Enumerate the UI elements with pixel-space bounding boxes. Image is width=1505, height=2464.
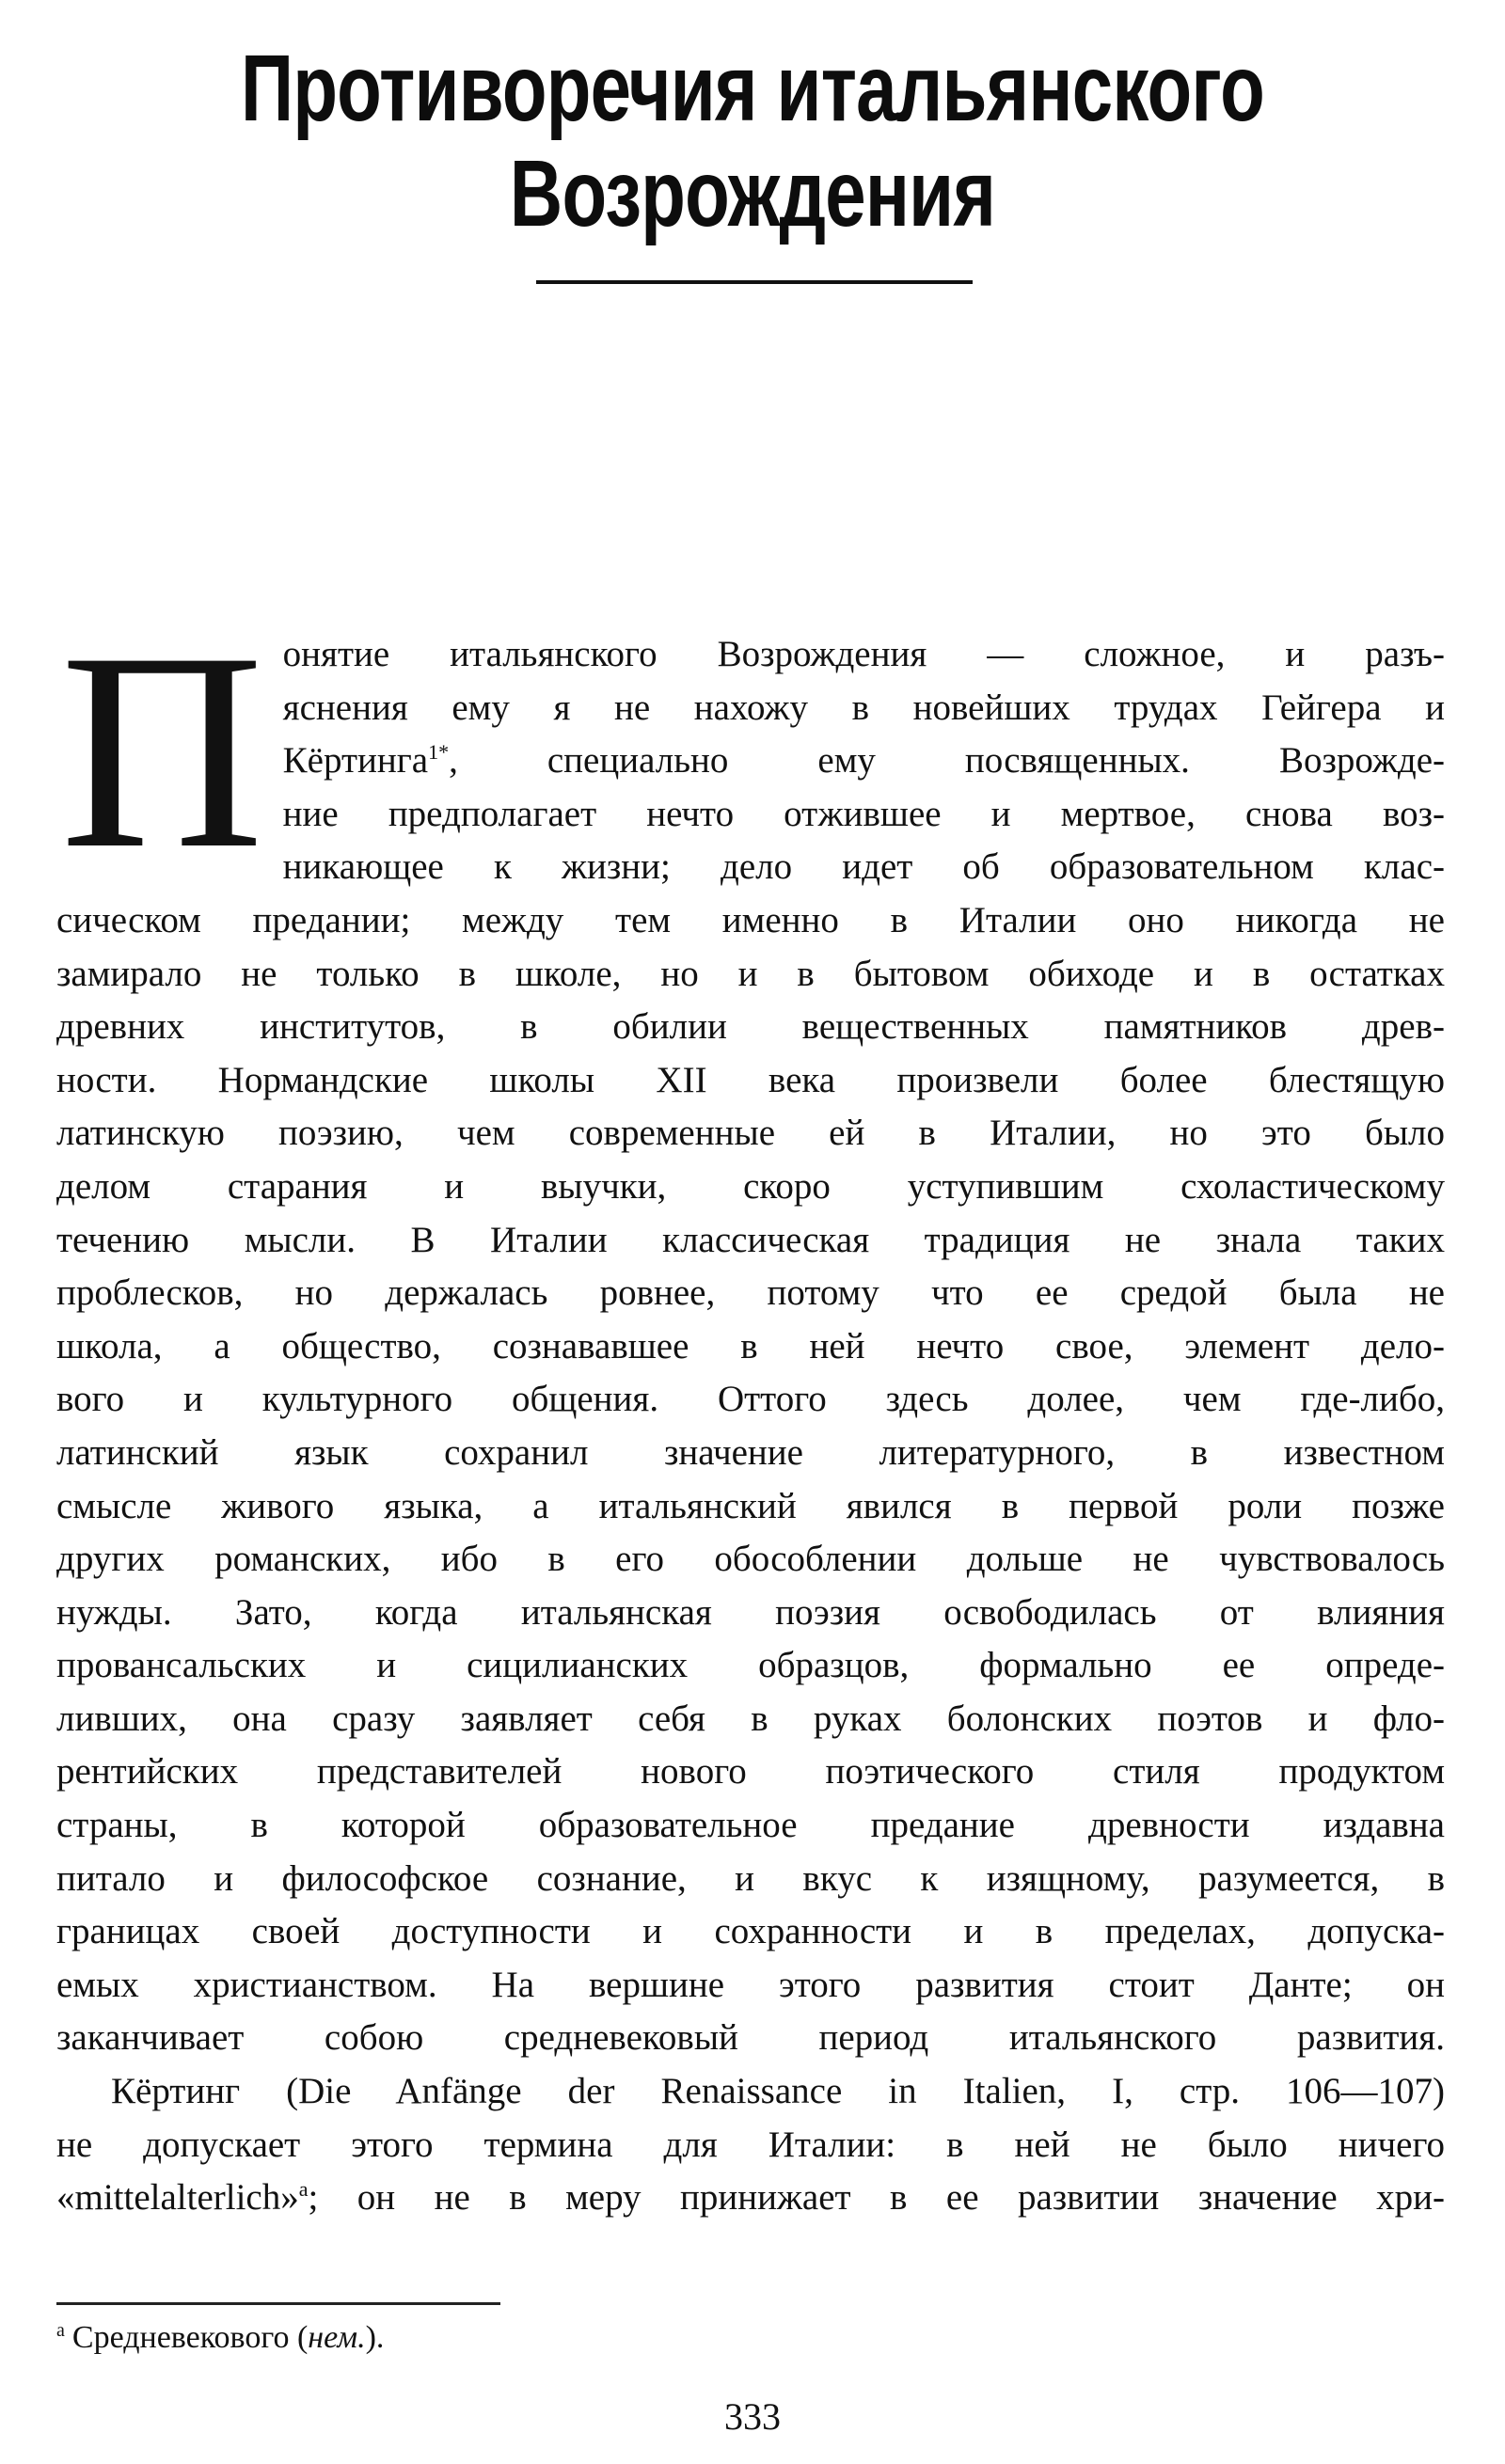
text-line: страны, в которой образовательное предание древности издавна [56,1805,1445,1846]
title-line-1: Противоречия итальянского [241,36,1264,141]
text-line: ние предполагает нечто отжившее и мертвое, снова воз- [282,793,1445,834]
footnote-close: ). [365,2320,385,2355]
text-line [56,2172,1445,2225]
footnote-separator [56,2302,500,2305]
text-line: вого и культурного общения. Оттого здесь долее, чем где-либо, [56,1379,1445,1420]
text-line: проблесков, но держалась ровнее, потому что ее средой была не [56,1272,1445,1314]
text-line: замирало не только в школе, но и в бытовом обиходе и в остатках [56,953,1445,994]
title-underline [536,280,973,284]
footnote-ref: a [298,2177,309,2202]
text-fragment: «mittelalterlich» [56,2177,299,2219]
text-line: ности. Нормандские школы XII века произвели более блестящую [56,1059,1445,1100]
footnote-italic: нем. [308,2320,366,2355]
text-line: школа, а общество, сознававшее в ней нечто свое, элемент дело- [56,1325,1445,1366]
text-line: границах своей доступности и сохранности и в пределах, допуска- [56,1911,1445,1952]
text-line: питало и философское сознание, и вкус к изящному, разумеется, в [56,1857,1445,1899]
text-line: не допускает этого термина для Италии: в ней не было ничего [56,2124,1445,2165]
body-text [56,594,1445,2225]
page-number: 333 [724,2395,781,2438]
text-line: латинский язык сохранил значение литературного, в известном [56,1431,1445,1473]
text-line: древних институтов, в обилии вещественных памятников древ- [56,1006,1445,1048]
footnote-text: Средневекового ( [71,2320,309,2355]
drop-cap: П [60,594,264,907]
text-line: ливших, она сразу заявляет себя в руках болонских поэтов и фло- [56,1698,1445,1739]
chapter-title [166,36,1339,246]
text-fragment: ; он не в меру принижает в ее развитии значение хри- [308,2177,1445,2219]
text-line: яснения ему я не нахожу в новейших трудах Гейгера и [282,687,1445,728]
text-fragment: Кёртинга [282,740,429,782]
text-line: емых христианством. На вершине этого развития стоит Данте; он [56,1964,1445,2005]
text-line: делом старания и выучки, скоро уступившим схоластическому [56,1165,1445,1207]
paragraph-1 [56,594,1445,2065]
text-line: никающее к жизни; дело идет об образовательном клас- [282,846,1445,888]
text-line: онятие итальянского Возрождения — сложное, и разъ- [282,634,1445,674]
text-line: других романских, ибо в его обособлении дольше не чувствовалось [56,1539,1445,1580]
text-line: сическом предании; между тем именно в Италии оно никогда не [56,899,1445,940]
text-line: заканчивает собою средневековый период итальянского развития. [56,2017,1445,2059]
paragraph-2 [56,2065,1445,2225]
title-line-2: Возрождения [509,141,996,246]
footnote-ref: 1* [428,740,450,765]
text-line: рентийских представителей нового поэтического стиля продуктом [56,1751,1445,1793]
text-line: провансальских и сицилианских образцов, формально ее опреде- [56,1645,1445,1686]
footnote [56,2317,384,2359]
footnote-mark: a [56,2319,65,2341]
text-fragment: , специально ему посвященных. Возрожде- [449,740,1445,782]
text-line: нужды. Зато, когда итальянская поэзия освободилась от влияния [56,1591,1445,1633]
text-line [56,734,1445,788]
text-line: течению мысли. В Италии классическая традиция не знала таких [56,1219,1445,1260]
text-line: смысле живого языка, а итальянский явился в первой роли позже [56,1485,1445,1526]
text-line: Кёртинг (Die Anfänge der Renaissance in Italien, I, стр. 106—107) [111,2071,1445,2112]
text-line: латинскую поэзию, чем современные ей в Италии, но это было [56,1113,1445,1154]
